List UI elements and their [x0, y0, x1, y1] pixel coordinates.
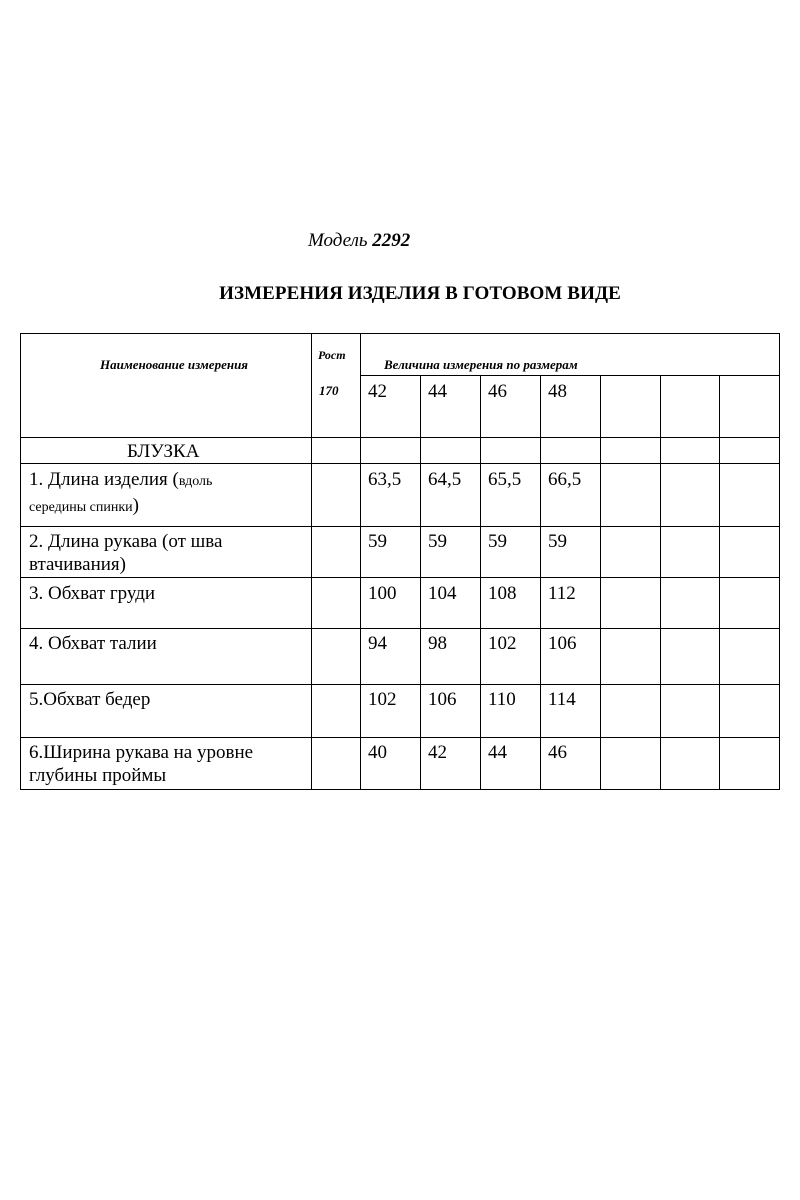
height-col-divider [360, 333, 361, 790]
row-1-line2-main: ) [132, 495, 139, 516]
table-border-bottom [20, 789, 780, 790]
row-6-value-44: 42 [428, 742, 447, 763]
col-name-header: Наименование измерения [100, 357, 248, 372]
row-5-value-42: 102 [368, 689, 397, 710]
document-heading: ИЗМЕРЕНИЯ ИЗДЕЛИЯ В ГОТОВОМ ВИДЕ [219, 283, 621, 304]
row-3-value-44: 104 [428, 583, 457, 604]
size-44: 44 [428, 381, 447, 402]
row-4-value-48: 106 [548, 633, 577, 654]
row-2-label-line2: втачивания) [29, 554, 126, 575]
row-4-value-46: 102 [488, 633, 517, 654]
row-1-value-48: 66,5 [548, 469, 582, 490]
header-bottom-line [20, 437, 780, 438]
height-header: Рост [318, 348, 346, 362]
row-4-label: 4. Обхват талии [29, 633, 157, 654]
row-4-value-42: 94 [368, 633, 387, 654]
row-2-value-46: 59 [488, 531, 507, 552]
size-col-divider-5 [660, 375, 661, 790]
row-1-line1-note: вдоль [178, 474, 213, 489]
row-1-line2-note: середины спинки [29, 500, 133, 515]
table-border-right [779, 333, 780, 790]
row-6-value-46: 44 [488, 742, 507, 763]
height-value: 170 [319, 383, 339, 398]
row-1-value-42: 63,5 [368, 469, 402, 490]
row-5-value-44: 106 [428, 689, 457, 710]
row-4-value-44: 98 [428, 633, 447, 654]
size-col-divider-2 [480, 375, 481, 790]
row-1-label [29, 469, 212, 493]
size-col-divider-1 [420, 375, 421, 790]
row-divider-5 [20, 737, 780, 738]
row-5-value-46: 110 [488, 689, 516, 710]
row-3-value-46: 108 [488, 583, 517, 604]
row-3-value-42: 100 [368, 583, 397, 604]
row-5-label: 5.Обхват бедер [29, 689, 151, 710]
row-2-value-42: 59 [368, 531, 387, 552]
row-2-value-44: 59 [428, 531, 447, 552]
size-col-divider-4 [600, 375, 601, 790]
row-divider-1 [20, 526, 780, 527]
model-label: Модель [308, 230, 368, 251]
row-1-line1-main: 1. Длина изделия ( [29, 469, 179, 490]
row-divider-3 [20, 628, 780, 629]
row-5-value-48: 114 [548, 689, 576, 710]
model-title [308, 230, 410, 252]
size-42: 42 [368, 381, 387, 402]
size-48: 48 [548, 381, 567, 402]
name-col-divider [311, 333, 312, 790]
row-1-value-46: 65,5 [488, 469, 522, 490]
sizes-header: Величина измерения по размерам [384, 357, 578, 372]
size-col-divider-3 [540, 375, 541, 790]
section-title: БЛУЗКА [127, 441, 200, 462]
row-6-label-line2: глубины проймы [29, 765, 167, 786]
sizes-header-divider [360, 375, 780, 376]
model-number: 2292 [372, 230, 411, 251]
row-3-label: 3. Обхват груди [29, 583, 156, 604]
size-46: 46 [488, 381, 507, 402]
row-2-value-48: 59 [548, 531, 567, 552]
row-6-value-42: 40 [368, 742, 387, 763]
row-divider-4 [20, 684, 780, 685]
row-1-value-44: 64,5 [428, 469, 462, 490]
section-divider [20, 463, 780, 464]
row-1-label-cont [29, 495, 139, 519]
table-border-top [20, 333, 780, 334]
measurements-table [20, 333, 780, 790]
row-6-value-48: 46 [548, 742, 567, 763]
row-2-label-line1: 2. Длина рукава (от шва [29, 531, 223, 552]
row-divider-2 [20, 577, 780, 578]
row-6-label-line1: 6.Ширина рукава на уровне [29, 742, 254, 763]
size-col-divider-6 [719, 375, 720, 790]
table-border-left [20, 333, 21, 790]
row-3-value-48: 112 [548, 583, 576, 604]
